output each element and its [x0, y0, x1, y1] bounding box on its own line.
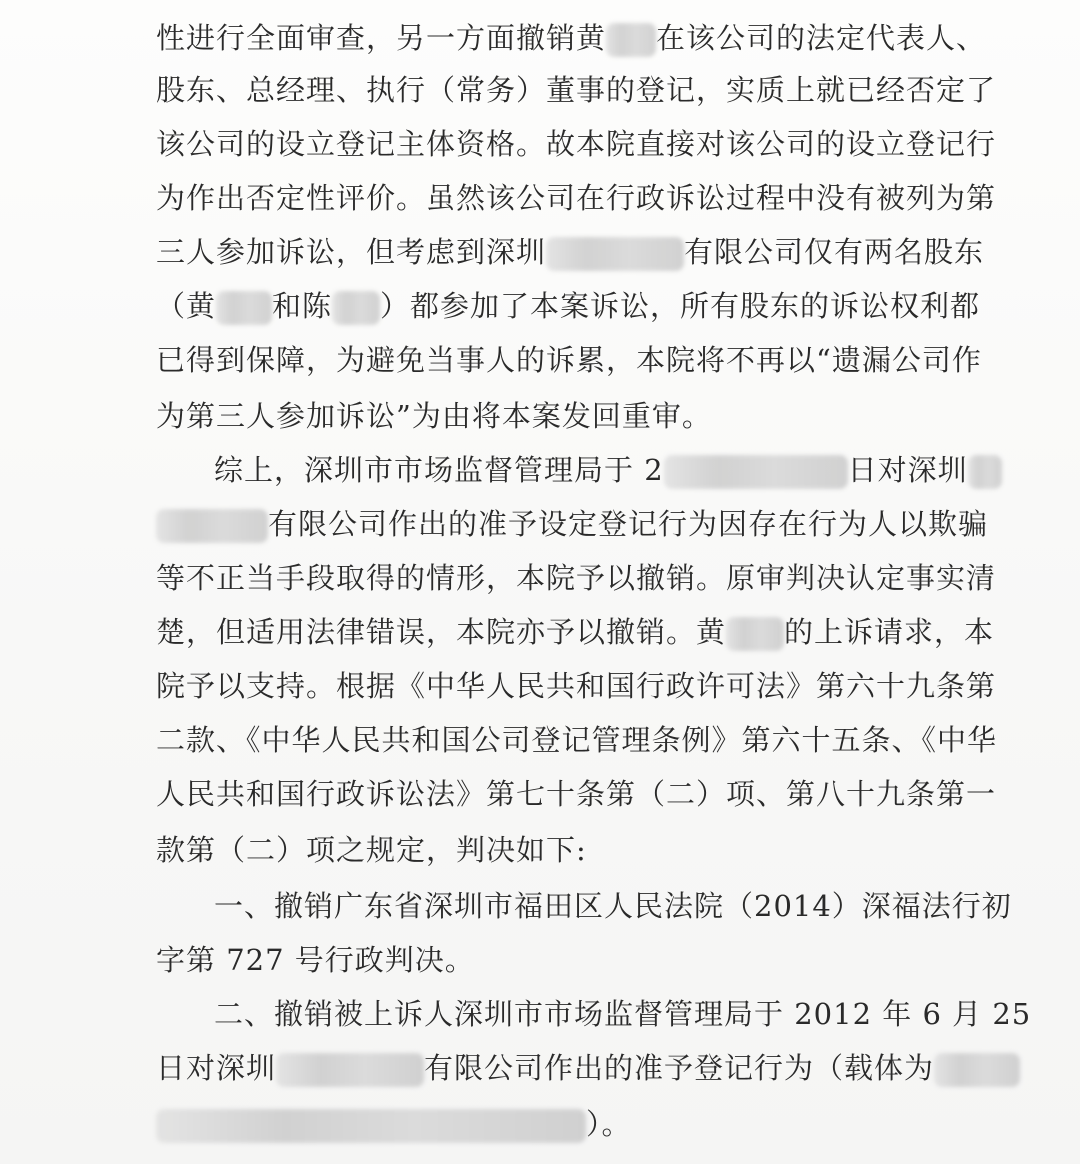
text-segment: 一、撤销广东省深圳市福田区人民法院（2014）深福法行初: [214, 889, 1012, 923]
text-line-8: [156, 389, 712, 443]
redacted-company-name: [276, 1053, 424, 1087]
text-line-10: [156, 497, 988, 551]
text-segment: 日对深圳: [847, 453, 968, 487]
text-segment: 人民共和国行政诉讼法》第七十条第（二）项、第八十九条第一: [156, 777, 997, 811]
text-segment: 院予以支持。根据《中华人民共和国行政许可法》第六十九条第: [156, 669, 997, 703]
text-line-9: [214, 443, 1002, 497]
redacted-carrier-details: [156, 1109, 586, 1143]
text-segment: 款第（二）项之规定，判决如下:: [156, 833, 587, 867]
text-line-14: [156, 713, 997, 767]
text-segment: 有限公司作出的准予登记行为（载体为: [424, 1051, 935, 1085]
text-segment: 有限公司仅有两名股东: [684, 235, 985, 269]
text-line-13: [156, 659, 996, 713]
text-line-11: [156, 551, 996, 605]
redacted-name: [726, 617, 784, 651]
redacted-name: [332, 291, 380, 325]
text-line-20: [156, 1041, 1020, 1095]
redacted-company-name: [546, 237, 684, 271]
text-segment: 等不正当手段取得的情形，本院予以撤销。原审判决认定事实清: [156, 561, 997, 595]
redacted-carrier-name: [934, 1053, 1020, 1087]
text-segment: 该公司的设立登记主体资格。故本院直接对该公司的设立登记行: [156, 127, 997, 161]
text-line-18: [156, 933, 475, 987]
text-segment: 性进行全面审查，另一方面撤销黄: [156, 21, 607, 55]
text-segment: 的上诉请求，本: [784, 615, 995, 649]
redacted-company-name: [156, 509, 268, 543]
text-line-16: [156, 823, 587, 877]
text-line-2: [156, 63, 996, 117]
redacted-name: [606, 23, 656, 57]
text-segment: 已得到保障，为避免当事人的诉累，本院将不再以“遗漏公司作: [156, 343, 982, 377]
text-segment: 字第 727 号行政判决。: [156, 943, 475, 977]
text-segment: ）都参加了本案诉讼，所有股东的诉讼权利都: [380, 289, 981, 323]
text-segment: 二、撤销被上诉人深圳市市场监督管理局于 2012 年 6 月 25: [214, 997, 1032, 1031]
text-line-3: [156, 117, 996, 171]
text-segment: 为作出否定性评价。虽然该公司在行政诉讼过程中没有被列为第: [156, 181, 997, 215]
text-segment: 在该公司的法定代表人、: [656, 21, 987, 55]
redacted-date: [664, 455, 848, 489]
text-line-19: [214, 987, 1031, 1041]
text-line-5: [156, 225, 984, 279]
text-line-1: [156, 11, 986, 65]
text-line-17: [214, 879, 1012, 933]
text-segment: 楚，但适用法律错误，本院亦予以撤销。黄: [156, 615, 727, 649]
text-line-6: [156, 279, 980, 333]
text-line-4: [156, 171, 996, 225]
redacted-name: [216, 291, 272, 325]
text-line-15: [156, 767, 996, 821]
text-segment: ）。: [586, 1107, 632, 1141]
text-line-21: [156, 1097, 632, 1151]
text-segment: 为第三人参加诉讼”为由将本案发回重审。: [156, 399, 712, 433]
text-segment: 股东、总经理、执行（常务）董事的登记，实质上就已经否定了: [156, 73, 997, 107]
text-segment: （黄: [156, 289, 217, 323]
text-line-7: [156, 333, 982, 387]
text-segment: 三人参加诉讼，但考虑到深圳: [156, 235, 547, 269]
text-segment: 有限公司作出的准予设定登记行为因存在行为人以欺骗: [268, 507, 989, 541]
text-line-12: [156, 605, 994, 659]
text-segment: 日对深圳: [156, 1051, 277, 1085]
text-segment: 综上，深圳市市场监督管理局于 2: [214, 453, 664, 487]
text-segment: 二款、《中华人民共和国公司登记管理条例》第六十五条、《中华: [156, 723, 998, 757]
redacted-company-name: [968, 455, 1002, 489]
text-segment: 和陈: [272, 289, 333, 323]
